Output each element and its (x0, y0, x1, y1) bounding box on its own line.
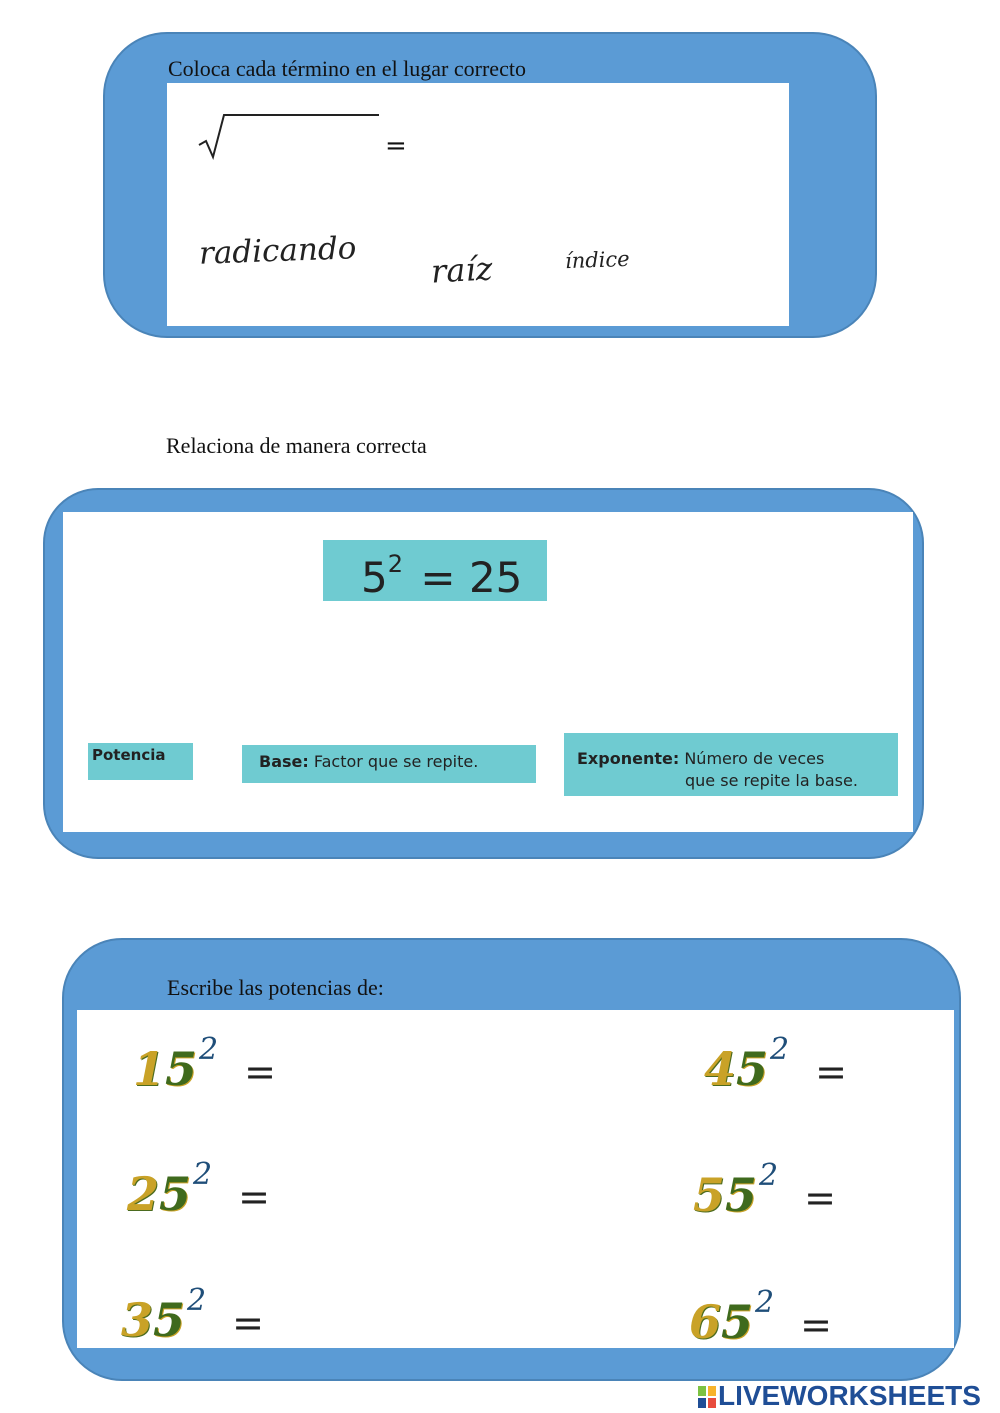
power-25: $25^2=$ (127, 1157, 270, 1221)
equation-result: 25 (468, 553, 523, 602)
power-65: $65^2=$ (689, 1285, 832, 1349)
term-raiz[interactable]: raíz (430, 249, 494, 291)
equation-exponent: 2 (387, 550, 404, 578)
sqrt-panel (103, 32, 877, 338)
base-title: Base: (259, 752, 309, 771)
square-root-symbol (197, 111, 382, 161)
label-potencia[interactable]: Potencia (88, 743, 193, 780)
term-radicando[interactable]: radicando (198, 230, 357, 272)
label-base[interactable] (242, 745, 536, 783)
brand-text: LIVEWORKSHEETS (718, 1380, 981, 1411)
power-55: $55^2=$ (693, 1158, 836, 1222)
label-exponente[interactable] (564, 733, 898, 796)
matching-workspace (63, 512, 913, 832)
power-equation (323, 540, 547, 601)
exponente-text-1: Número de veces (684, 749, 825, 768)
sqrt-workspace (167, 83, 789, 326)
equation-equals: = (420, 553, 456, 602)
liveworksheets-logo[interactable] (698, 1380, 981, 1412)
instruction-escribe: Escribe las potencias de: (167, 975, 384, 1000)
term-indice[interactable]: índice (564, 246, 630, 274)
liveworksheets-logo-icon (698, 1386, 716, 1408)
powers-workspace (77, 1010, 954, 1348)
powers-panel (62, 938, 961, 1381)
equals-sign: = (385, 131, 407, 161)
equation-base: 5 (361, 553, 388, 602)
exponente-title: Exponente: (577, 749, 680, 768)
matching-panel (43, 488, 924, 859)
instruction-coloca: Coloca cada término en el lugar correcto (168, 56, 526, 81)
instruction-relaciona: Relaciona de manera correcta (166, 433, 427, 458)
base-text: Factor que se repite. (313, 752, 479, 771)
exponente-text-2: que se repite la base. (685, 771, 858, 790)
power-15: $15^2=$ (133, 1032, 276, 1096)
power-35: $35^2=$ (121, 1283, 264, 1347)
power-45: $45^2=$ (704, 1032, 847, 1096)
